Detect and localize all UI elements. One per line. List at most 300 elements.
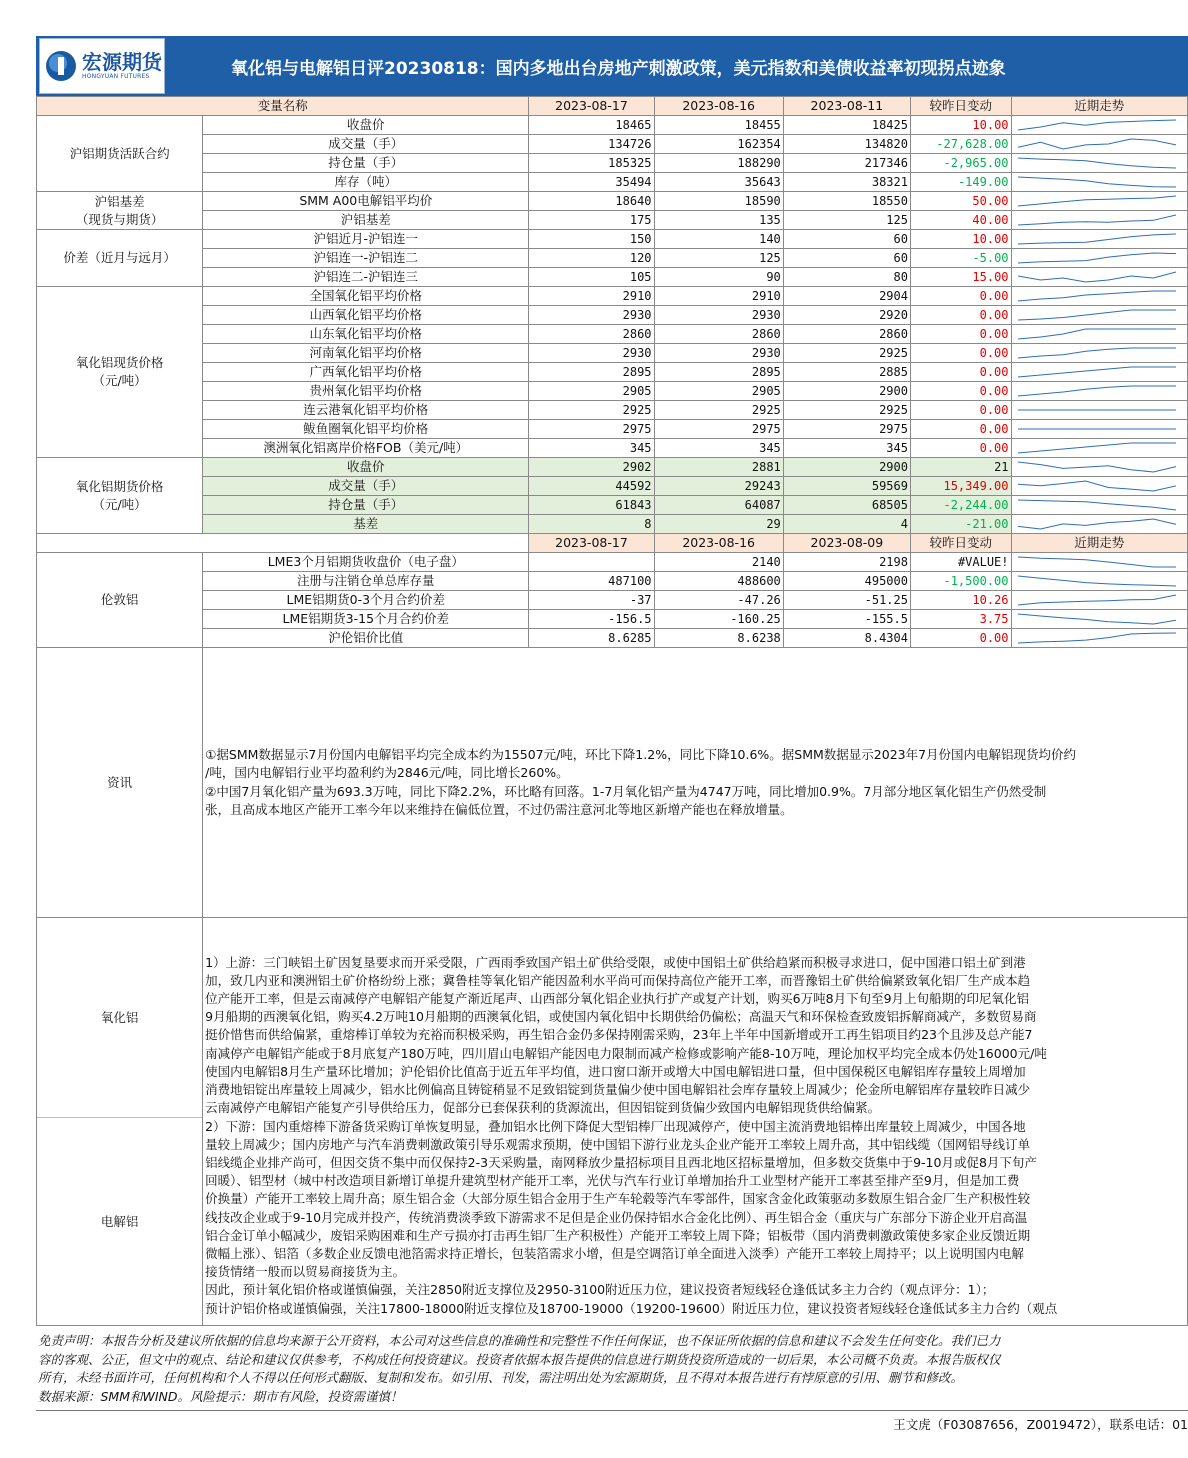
row-label: 山西氧化铝平均价格 [203,306,529,325]
column-header-change: 较昨日变动 [910,97,1011,116]
electrolytic-line: 微幅上涨）、铝箔（多数企业反馈电池箔需求持正增长，包装箔需求小增，但是空调箔订单全面进入淡季）产能开工率较上周持平；以上说明国内电解 [205,1245,1024,1261]
news-line: ②中国7月氧化铝产量为693.3万吨，同比下降2.2%，环比略有回落。1-7月氧化铝产量为4747万吨，同比增加0.9%。7月部分地区氧化铝生产仍然受制 [205,783,1047,799]
trend-sparkline [1011,439,1187,458]
row-value: 2910 [654,287,783,306]
row-value: 162354 [654,135,783,154]
row-value: 2975 [783,420,910,439]
row-value: 2900 [783,382,910,401]
alumina-text [203,918,1188,1118]
news-line: /吨，国内电解铝行业平均盈利约为2846元/吨，同比增长260%。 [205,765,569,781]
row-value: 2905 [654,382,783,401]
alumina-line: 云南减停产电解铝产能复产引导供给压力，促部分已套保获利的货源流出，但因铝锭到货偏少致国内电解铝现货供给偏紧。 [205,1100,881,1116]
table-row [37,306,1188,325]
sparkline-line [1018,519,1176,529]
sparkline-chart [1012,477,1182,495]
trend-sparkline [1011,154,1187,173]
table-row [37,154,1188,173]
row-change: 0.00 [910,629,1011,648]
table-row [37,591,1188,610]
sparkline-chart [1012,496,1182,514]
alumina-line: 9月船期的西澳氧化铝，购买4.2万吨10月船期的西澳氧化铝，或使国内氧化铝中长期供给仍偏松；高温天气和环保检查致废铝拆解商减产，多数贸易商 [205,1009,1037,1025]
row-value: 60 [783,249,910,268]
report-title: 氧化铝与电解铝日评20230818：国内多地出台房地产刺激政策，美元指数和美债收益率初现拐点迹象 [231,58,1006,79]
sparkline-line [1018,120,1176,130]
row-change: 0.00 [910,363,1011,382]
electrolytic-line: 量较上周减少；国内房地产与汽车消费刺激政策引导乐观需求预期，使中国铝下游行业龙头企业产能开工率较上周升高，其中铝线缆（国网铝导线订单 [205,1136,1031,1152]
row-value: 125 [654,249,783,268]
row-value: 44592 [529,477,654,496]
electrolytic-line: 铝合金订单小幅减少，废铝采购困难和生产亏损亦打击再生铝厂生产积极性）产能开工率较上周下降；铝板带（国内消费刺激政策使多家企业反馈近期 [205,1227,1031,1243]
row-value: 18550 [783,192,910,211]
row-value: 2140 [654,553,783,572]
row-value: 134726 [529,135,654,154]
sparkline-chart [1012,211,1182,229]
row-change: -1,500.00 [910,572,1011,591]
row-change: 10.00 [910,230,1011,249]
table-row [37,553,1188,572]
electrolytic-line: 接货情绪一般而以贸易商接货为主。 [205,1264,406,1280]
row-label: 广西氧化铝平均价格 [203,363,529,382]
table-row [37,230,1188,249]
row-value: 2860 [783,325,910,344]
row-label: 注册与注销仓单总库存量 [203,572,529,591]
row-change: 0.00 [910,439,1011,458]
row-label: 沪铝连二-沪铝连三 [203,268,529,287]
row-label: LME铝期货0-3个月合约价差 [203,591,529,610]
row-label: 贵州氧化铝平均价格 [203,382,529,401]
row-value: 2930 [654,306,783,325]
trend-sparkline [1011,173,1187,192]
row-value: 140 [654,230,783,249]
row-change: 40.00 [910,211,1011,230]
electrolytic-line: 线技改企业或于9-10月完成并投产，传统消费淡季致下游需求不足但是企业仍保持铝水合金化比例）、再生铝合金（重庆与广东部分下游企业开启高温 [205,1209,1028,1225]
row-value: 29243 [654,477,783,496]
alumina-line: 南减停产电解铝产能或于8月底复产180万吨，四川眉山电解铝产能因电力限制而减产检修或影响产能8-10万吨，理论加权平均完全成本仍处16000元/吨 [205,1045,1047,1061]
company-logo [39,38,165,94]
trend-sparkline [1011,211,1187,230]
row-label: 鲅鱼圈氧化铝平均价格 [203,420,529,439]
trend-sparkline [1011,135,1187,154]
alumina-line: 使国内电解铝8月生产量环比增加；沪伦铝价比值高于近五年平均值，进口窗口渐开或增大中国电解铝进口量，但中国保税区电解铝库存量较上周增加 [205,1063,1026,1079]
column-header-row [37,534,1188,553]
row-change: 10.00 [910,116,1011,135]
row-value: 2925 [783,344,910,363]
row-value: 90 [654,268,783,287]
logo-icon [46,51,76,81]
column-header-date: 2023-08-16 [654,97,783,116]
row-value: 18425 [783,116,910,135]
row-value: 8.6285 [529,629,654,648]
trend-sparkline [1011,496,1187,515]
row-value: 125 [783,211,910,230]
table-row [37,496,1188,515]
row-value: 2925 [529,401,654,420]
report-sheet [36,36,1188,1433]
table-row [37,382,1188,401]
electrolytic-text [203,1118,1188,1326]
trend-sparkline [1011,325,1187,344]
column-header-date: 2023-08-17 [529,534,654,553]
sparkline-line [1018,215,1176,225]
row-value: 2198 [783,553,910,572]
sparkline-line [1018,481,1176,491]
row-value: 60 [783,230,910,249]
section-label: 氧化铝期货价格 （元/吨） [37,458,203,534]
row-value: 18640 [529,192,654,211]
table-row [37,458,1188,477]
row-label: 沪铝连一-沪铝连二 [203,249,529,268]
row-value: 105 [529,268,654,287]
column-header-date: 2023-08-16 [654,534,783,553]
column-header-name: 变量名称 [37,97,529,116]
row-change: -2,244.00 [910,496,1011,515]
trend-sparkline [1011,591,1187,610]
disclaimer-line: 容的客观、公正，但文中的观点、结论和建议仅供参考，不构成任何投资建议。投资者依据本报告提供的信息进行期货投资所造成的一切后果，本公司概不负责。本报告版权仅 [38,1351,1001,1367]
trend-sparkline [1011,287,1187,306]
row-change: -27,628.00 [910,135,1011,154]
row-change: 0.00 [910,420,1011,439]
column-header-change: 较昨日变动 [910,534,1011,553]
trend-sparkline [1011,629,1187,648]
alumina-line: 加，致几内亚和澳洲铝土矿价格纷纷上涨；冀鲁桂等氧化铝产能因盈利水平尚可而保持高位产能开工率，而晋豫铝土矿供给偏紧致氧化铝厂生产成本趋 [205,972,1031,988]
row-value: -155.5 [783,610,910,629]
row-change: -2,965.00 [910,154,1011,173]
row-change: #VALUE! [910,553,1011,572]
sparkline-chart [1012,363,1182,381]
electrolytic-line: 回暖）、铝型材（城中村改造项目新增订单提升建筑型材产能开工率，光伏与汽车行业订单增加抬升工业型材产能开工率甚至排产至9月，但是加工费 [205,1173,1020,1189]
trend-sparkline [1011,572,1187,591]
row-change: 10.26 [910,591,1011,610]
row-change: 0.00 [910,287,1011,306]
row-value: 61843 [529,496,654,515]
row-value: 2930 [529,306,654,325]
section-label: 沪铝基差 （现货与期货） [37,192,203,230]
row-label: 连云港氧化铝平均价格 [203,401,529,420]
row-value: -156.5 [529,610,654,629]
sparkline-line [1018,158,1176,168]
alumina-line: 位产能开工率，但是云南减停产电解铝产能复产渐近尾声、山西部分氧化铝企业执行扩产或复产计划，购买6万吨8月下旬至9月上旬船期的印尼氧化铝 [205,991,1030,1007]
table-row [37,572,1188,591]
table-row [37,249,1188,268]
table-row [37,420,1188,439]
row-value [529,553,654,572]
sparkline-line [1018,500,1176,510]
news-section-label: 资讯 [37,648,203,918]
row-value: -160.25 [654,610,783,629]
row-value: 2930 [529,344,654,363]
sparkline-chart [1012,116,1182,134]
trend-sparkline [1011,230,1187,249]
news-line: ①据SMM数据显示7月份国内电解铝平均完全成本约为15507元/吨，环比下降1.2%，同比下降10.6%。据SMM数据显示2023年7月份国内电解铝现货均价约 [205,747,1077,763]
electrolytic-line: 2）下游：国内重熔棒下游备货采购订单恢复明显，叠加铝水比例下降促大型铝棒厂出现减停产，使中国主流消费地铝棒出库量较上周减少，中国各地 [205,1118,1026,1134]
sparkline-chart [1012,591,1182,609]
row-label: 成交量（手） [203,135,529,154]
data-table [36,96,1188,1326]
sparkline-chart [1012,192,1182,210]
column-header-row [37,97,1188,116]
row-value: 2895 [529,363,654,382]
sparkline-chart [1012,515,1182,533]
sparkline-chart [1012,572,1182,590]
author-contact: 王文虎（F03087656，Z0019472），联系电话：01 [893,1417,1188,1432]
electrolytic-line: 因此，预计氧化铝价格或谨慎偏强，关注2850附近支撑位及2950-3100附近压力位，建议投资者短线轻仓逢低试多主力合约（观点评分：1）； [205,1282,995,1298]
row-change: -149.00 [910,173,1011,192]
row-value: 2930 [654,344,783,363]
row-change: -21.00 [910,515,1011,534]
row-value: 185325 [529,154,654,173]
row-label: 持仓量（手） [203,154,529,173]
sparkline-chart [1012,173,1182,191]
trend-sparkline [1011,401,1187,420]
table-row [37,325,1188,344]
sparkline-chart [1012,154,1182,172]
row-value: 8.6238 [654,629,783,648]
row-value: 2910 [529,287,654,306]
row-change: 15,349.00 [910,477,1011,496]
sparkline-line [1018,633,1176,643]
row-change: 3.75 [910,610,1011,629]
sparkline-chart [1012,268,1182,286]
row-value: 18465 [529,116,654,135]
row-value: 134820 [783,135,910,154]
table-row [37,439,1188,458]
table-row [37,173,1188,192]
sparkline-chart [1012,420,1182,438]
news-line: 张，且高成本地区产能开工率今年以来维持在偏低位置，不过仍需注意河北等地区新增产能也在释放增量。 [205,801,793,817]
row-value: 2900 [783,458,910,477]
row-value: 2885 [783,363,910,382]
row-value: 2860 [529,325,654,344]
sparkline-line [1018,177,1176,187]
trend-sparkline [1011,306,1187,325]
row-label: 澳洲氧化铝离岸价格FOB（美元/吨） [203,439,529,458]
trend-sparkline [1011,344,1187,363]
row-value: 488600 [654,572,783,591]
alumina-section-label: 氧化铝 [37,918,203,1118]
row-label: 沪伦铝价比值 [203,629,529,648]
sparkline-chart [1012,287,1182,305]
sparkline-chart [1012,553,1182,571]
row-value: -47.26 [654,591,783,610]
table-row [37,135,1188,154]
electrolytic-line: 预计沪铝价格或谨慎偏强，关注17800-18000附近支撑位及18700-19000（19200-19600）附近压力位，建议投资者短线轻仓逢低试多主力合约（观点 [205,1300,1058,1316]
section-label: 沪铝期货活跃合约 [37,116,203,192]
row-value: 35494 [529,173,654,192]
row-value: 68505 [783,496,910,515]
table-row [37,515,1188,534]
row-value: 175 [529,211,654,230]
news-text [203,648,1188,918]
trend-sparkline [1011,515,1187,534]
logo-name-en: HONGYUAN FUTURES [82,73,150,80]
alumina-line: 消费地铝锭出库量较上周减少，铝水比例偏高且铸锭稍显不足致铝锭到货量偏少使中国电解铝社会库存量较上周减少；伦金所电解铝库存量较昨日减少 [205,1082,1031,1098]
row-change: 0.00 [910,325,1011,344]
row-value: 487100 [529,572,654,591]
row-value: 18455 [654,116,783,135]
row-change: 0.00 [910,382,1011,401]
row-label: 全国氧化铝平均价格 [203,287,529,306]
sparkline-line [1018,329,1176,339]
trend-sparkline [1011,458,1187,477]
trend-sparkline [1011,553,1187,572]
trend-sparkline [1011,116,1187,135]
row-value: 2902 [529,458,654,477]
row-value: 64087 [654,496,783,515]
row-label: 基差 [203,515,529,534]
row-label: 持仓量（手） [203,496,529,515]
column-header-date: 2023-08-11 [783,97,910,116]
table-row [37,287,1188,306]
column-header-trend: 近期走势 [1011,534,1187,553]
row-value: 2925 [783,401,910,420]
row-value: 2925 [654,401,783,420]
row-value: 2881 [654,458,783,477]
disclaimer [36,1326,1188,1411]
row-value: 2895 [654,363,783,382]
sparkline-line [1018,139,1176,149]
row-change: 0.00 [910,401,1011,420]
row-change: -5.00 [910,249,1011,268]
row-value: 29 [654,515,783,534]
row-value: 59569 [783,477,910,496]
trend-sparkline [1011,249,1187,268]
logo-name-cn: 宏源期货 [82,50,162,74]
row-change: 21 [910,458,1011,477]
row-value: 217346 [783,154,910,173]
row-value: 2860 [654,325,783,344]
sparkline-chart [1012,306,1182,324]
trend-sparkline [1011,420,1187,439]
sparkline-chart [1012,401,1182,419]
section-label: 伦敦铝 [37,553,203,648]
trend-sparkline [1011,363,1187,382]
row-label: 沪铝基差 [203,211,529,230]
sparkline-line [1018,595,1176,605]
electrolytic-section-label: 电解铝 [37,1118,203,1326]
row-value: 18590 [654,192,783,211]
row-label: SMM A00电解铝平均价 [203,192,529,211]
sparkline-line [1018,253,1176,263]
row-value: 2920 [783,306,910,325]
sparkline-line [1018,348,1176,358]
row-change: 15.00 [910,268,1011,287]
sparkline-line [1018,291,1176,301]
row-value: 345 [654,439,783,458]
row-value: 38321 [783,173,910,192]
alumina-line: 挺价惜售而供给偏紧，重熔棒订单较为充裕而积极采购，再生铝合金仍多保持刚需采购，23年上半年中国新增或开工再生铝项目约23个且涉及总产能7 [205,1027,1033,1043]
table-row [37,610,1188,629]
sparkline-chart [1012,135,1182,153]
sparkline-line [1018,386,1176,396]
alumina-line: 1）上游：三门峡铝土矿因复垦要求而开采受限，广西雨季致国产铝土矿供给受限，或使中国铝土矿供给趋紧而积极寻求进口，促中国港口铝土矿到港 [205,954,1026,970]
table-row [37,363,1188,382]
table-row [37,629,1188,648]
column-header-trend: 近期走势 [1011,97,1187,116]
row-value: 2975 [529,420,654,439]
sparkline-line [1018,310,1176,320]
sparkline-chart [1012,439,1182,457]
row-value: 495000 [783,572,910,591]
sparkline-line [1018,576,1176,586]
row-value: 345 [529,439,654,458]
trend-sparkline [1011,268,1187,287]
row-change: 50.00 [910,192,1011,211]
sparkline-chart [1012,249,1182,267]
section-label: 氧化铝现货价格 （元/吨） [37,287,203,458]
sparkline-line [1018,614,1176,624]
sparkline-line [1018,557,1176,567]
trend-sparkline [1011,382,1187,401]
sparkline-line [1018,367,1176,377]
table-row [37,192,1188,211]
table-row [37,268,1188,287]
row-value: -51.25 [783,591,910,610]
table-row [37,477,1188,496]
row-label: 河南氧化铝平均价格 [203,344,529,363]
row-value: 120 [529,249,654,268]
row-label: 成交量（手） [203,477,529,496]
electrolytic-line: 价换量）产能开工率较上周升高；原生铝合金（大部分原生铝合金用于生产车轮毂等汽车零部件，国家含金化政策驱动多数原生铝合金厂生产积极性较 [205,1191,1031,1207]
row-change: 0.00 [910,344,1011,363]
row-value: 2905 [529,382,654,401]
sparkline-chart [1012,610,1182,628]
row-value: 150 [529,230,654,249]
sparkline-line [1018,234,1176,244]
sparkline-line [1018,196,1176,206]
row-value: 4 [783,515,910,534]
section-label: 价差（近月与远月） [37,230,203,287]
sparkline-line [1018,272,1176,282]
row-value: 135 [654,211,783,230]
row-label: 收盘价 [203,116,529,135]
column-header-date: 2023-08-17 [529,97,654,116]
sparkline-line [1018,443,1176,453]
column-header-blank [37,534,529,553]
row-value: 2904 [783,287,910,306]
sparkline-chart [1012,382,1182,400]
sparkline-chart [1012,458,1182,476]
report-header [36,36,1188,96]
row-label: 山东氧化铝平均价格 [203,325,529,344]
sparkline-chart [1012,344,1182,362]
row-label: LME铝期货3-15个月合约价差 [203,610,529,629]
column-header-date: 2023-08-09 [783,534,910,553]
disclaimer-line: 所有，未经书面许可，任何机构和个人不得以任何形式翻版、复制和发布。如引用、刊发，需注明出处为宏源期货，且不得对本报告进行有悖原意的引用、删节和修改。 [38,1370,964,1385]
sparkline-line [1018,462,1176,472]
row-label: 库存（吨） [203,173,529,192]
table-row [37,211,1188,230]
sparkline-chart [1012,325,1182,343]
trend-sparkline [1011,192,1187,211]
trend-sparkline [1011,610,1187,629]
electrolytic-line: 铝线缆企业排产尚可，但因交货不集中而仅保持2-3天采购量，南网释放少量招标项目且西北地区招标量增加，但多数交货集中于9-10月或促8月下旬产 [205,1154,1037,1170]
row-value: 35643 [654,173,783,192]
table-row [37,116,1188,135]
table-row [37,401,1188,420]
row-value: 188290 [654,154,783,173]
row-change: 0.00 [910,306,1011,325]
disclaimer-line: 数据来源：SMM和WIND。风险提示：期市有风险，投资需谨慎！ [38,1388,403,1404]
sparkline-chart [1012,629,1182,647]
row-value: 8.4304 [783,629,910,648]
row-label: 收盘价 [203,458,529,477]
row-value: 2975 [654,420,783,439]
row-value: 345 [783,439,910,458]
row-label: 沪铝近月-沪铝连一 [203,230,529,249]
row-label: LME3个月铝期货收盘价（电子盘） [203,553,529,572]
trend-sparkline [1011,477,1187,496]
table-row [37,344,1188,363]
